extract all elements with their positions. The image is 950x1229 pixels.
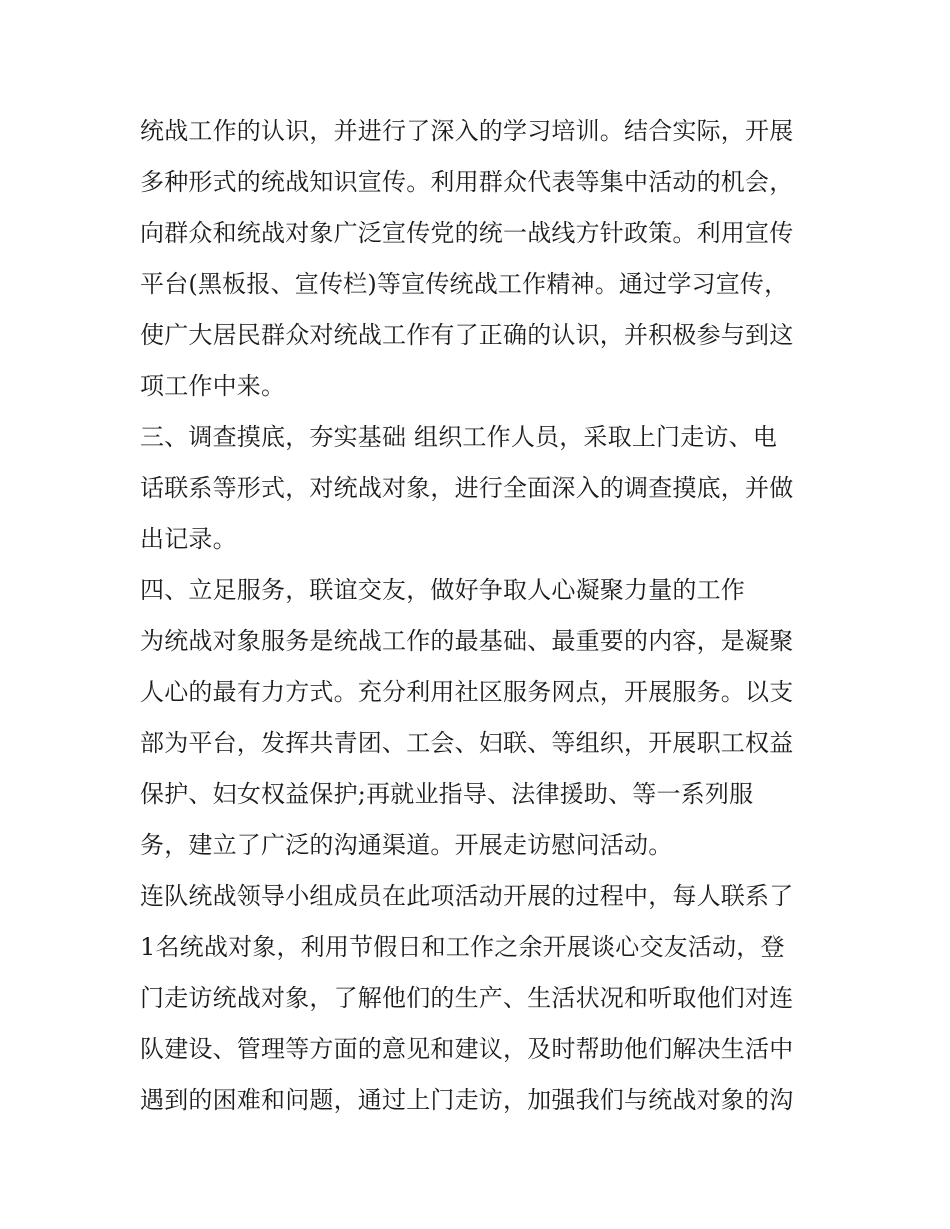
text-line: 1名统战对象，利用节假日和工作之余开展谈心交友活动，登 — [140, 933, 785, 961]
text-line: 保护、妇女权益保护;再就业指导、法律援助、等一系列服 — [140, 780, 754, 808]
section-heading-line: 四、立足服务，联谊交友，做好争取人心凝聚力量的工作 — [140, 576, 745, 604]
text-line: 统战工作的认识，并进行了深入的学习培训。结合实际，开展 — [140, 117, 794, 145]
document-body — [140, 106, 820, 1126]
text-line: 连队统战领导小组成员在此项活动开展的过程中，每人联系了 — [140, 882, 794, 910]
text-line: 多种形式的统战知识宣传。利用群众代表等集中活动的机会， — [140, 168, 794, 196]
section-heading-line: 三、调查摸底，夯实基础 组织工作人员，采取上门走访、电 — [140, 423, 778, 451]
text-line: 使广大居民群众对统战工作有了正确的认识，并积极参与到这 — [140, 321, 794, 349]
text-line: 务，建立了广泛的沟通渠道。开展走访慰问活动。 — [140, 831, 673, 859]
text-line: 门走访统战对象，了解他们的生产、生活状况和听取他们对连 — [140, 984, 794, 1012]
text-line: 遇到的困难和问题，通过上门走访，加强我们与统战对象的沟 — [140, 1086, 794, 1114]
text-line: 向群众和统战对象广泛宣传党的统一战线方针政策。利用宣传 — [140, 219, 794, 247]
text-line: 项工作中来。 — [140, 372, 286, 400]
text-line: 队建设、管理等方面的意见和建议，及时帮助他们解决生活中 — [140, 1035, 794, 1063]
text-line: 平台(黑板报、宣传栏)等宣传统战工作精神。通过学习宣传， — [140, 270, 789, 298]
text-line: 部为平台，发挥共青团、工会、妇联、等组织，开展职工权益 — [140, 729, 794, 757]
text-line: 话联系等形式，对统战对象，进行全面深入的调查摸底，并做 — [140, 474, 794, 502]
text-line: 人心的最有力方式。充分利用社区服务网点，开展服务。以支 — [140, 678, 794, 706]
text-line: 为统战对象服务是统战工作的最基础、最重要的内容，是凝聚 — [140, 627, 794, 655]
text-line: 出记录。 — [140, 525, 237, 553]
